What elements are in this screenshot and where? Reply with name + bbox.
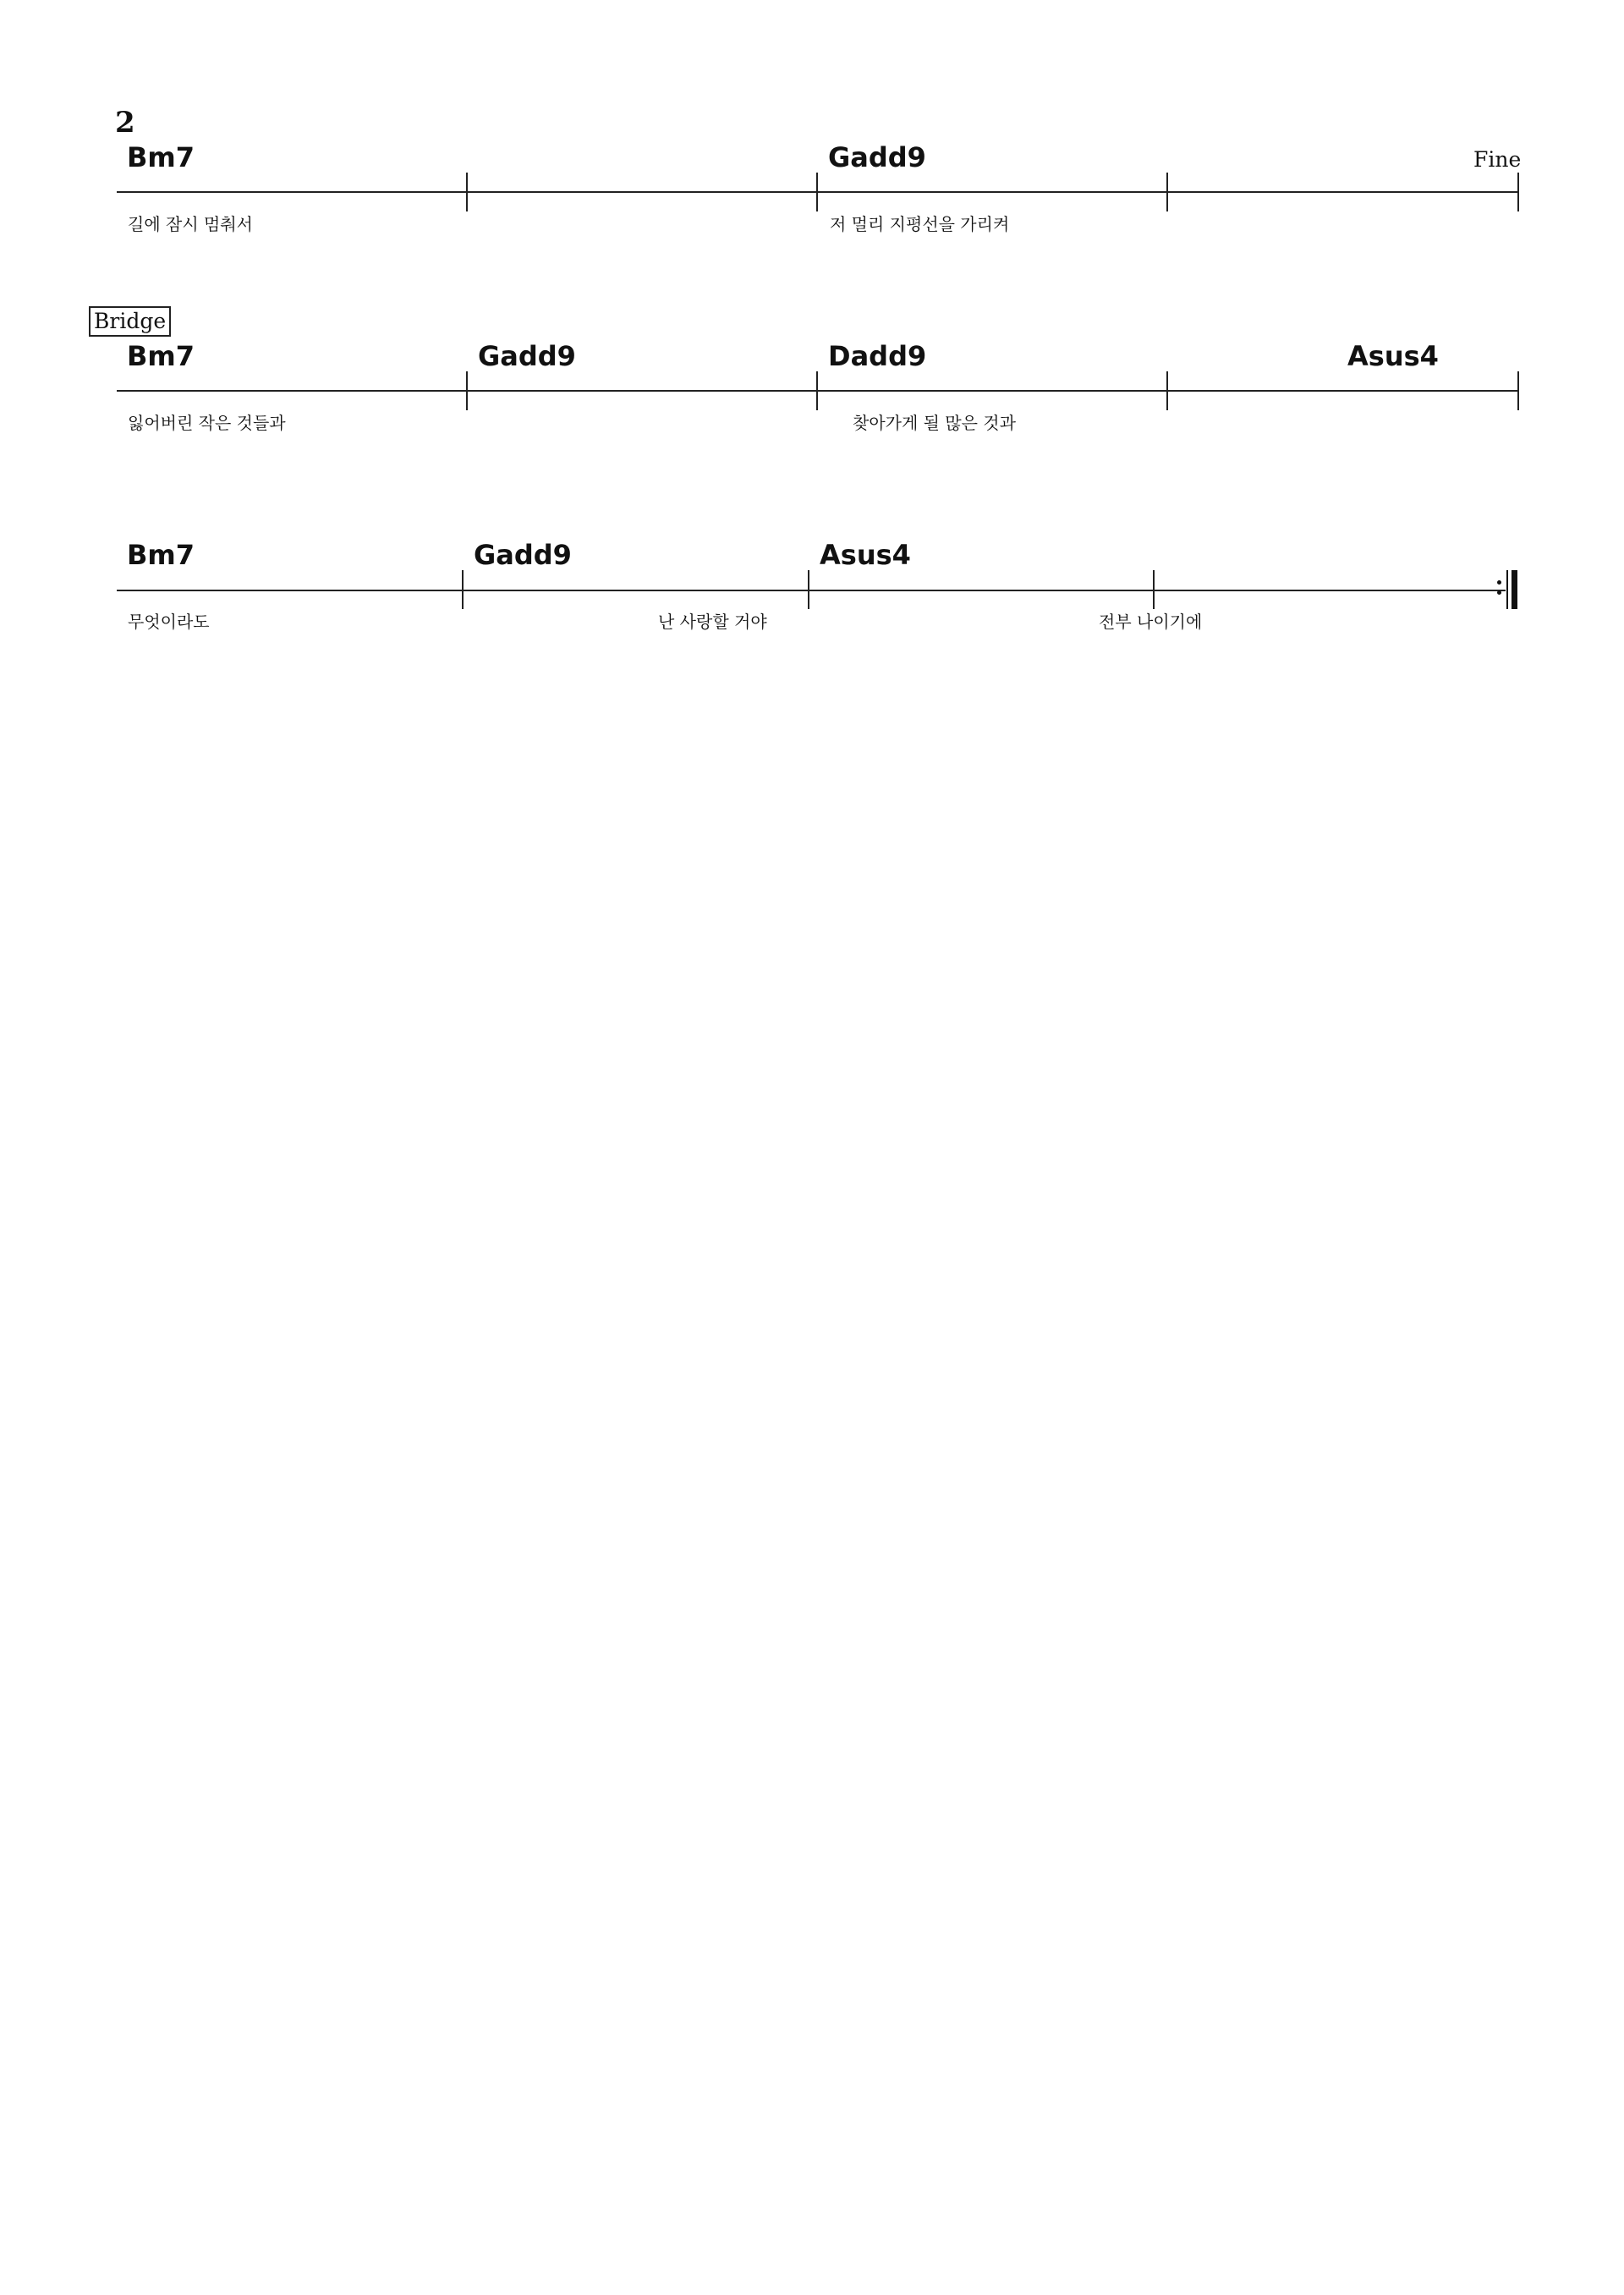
repeat-dot xyxy=(1497,590,1501,595)
lyric-line: 전부 나이기에 xyxy=(1099,612,1203,632)
barline xyxy=(1153,570,1155,609)
lyric-line: 무엇이라도 xyxy=(128,612,210,632)
chord-symbol: Dadd9 xyxy=(828,340,927,372)
staff-line xyxy=(117,390,1519,392)
page-number: 2 xyxy=(115,106,135,140)
lyric-line: 난 사랑할 거야 xyxy=(658,612,767,632)
chord-symbol: Bm7 xyxy=(127,539,195,571)
barline xyxy=(816,173,818,211)
barline xyxy=(466,173,468,211)
chord-symbol: Gadd9 xyxy=(478,340,576,372)
staff-line xyxy=(117,191,1519,193)
barline xyxy=(808,570,809,609)
barline xyxy=(1517,173,1519,211)
chord-symbol: Gadd9 xyxy=(474,539,572,571)
barline xyxy=(466,371,468,410)
section-label-bridge: Bridge xyxy=(89,306,171,337)
thin-barline xyxy=(1506,570,1508,609)
barline xyxy=(1517,371,1519,410)
chord-symbol: Gadd9 xyxy=(828,141,926,173)
barline xyxy=(1166,173,1168,211)
lyric-line: 저 멀리 지평선을 가리켜 xyxy=(830,214,1010,234)
staff-line xyxy=(117,590,1506,591)
fine-marking: Fine xyxy=(1473,147,1522,172)
lyric-line: 길에 잠시 멈춰서 xyxy=(128,214,253,234)
chord-symbol: Bm7 xyxy=(127,141,195,173)
barline xyxy=(816,371,818,410)
lyric-line: 잃어버린 작은 것들과 xyxy=(128,413,286,433)
barline xyxy=(462,570,464,609)
chord-symbol: Asus4 xyxy=(1347,340,1439,372)
end-repeat-sign xyxy=(1495,570,1521,609)
thick-barline xyxy=(1512,570,1517,609)
chord-symbol: Asus4 xyxy=(820,539,911,571)
lyric-line: 찾아가게 될 많은 것과 xyxy=(853,413,1016,433)
repeat-dot xyxy=(1497,580,1501,585)
barline xyxy=(1166,371,1168,410)
chord-symbol: Bm7 xyxy=(127,340,195,372)
